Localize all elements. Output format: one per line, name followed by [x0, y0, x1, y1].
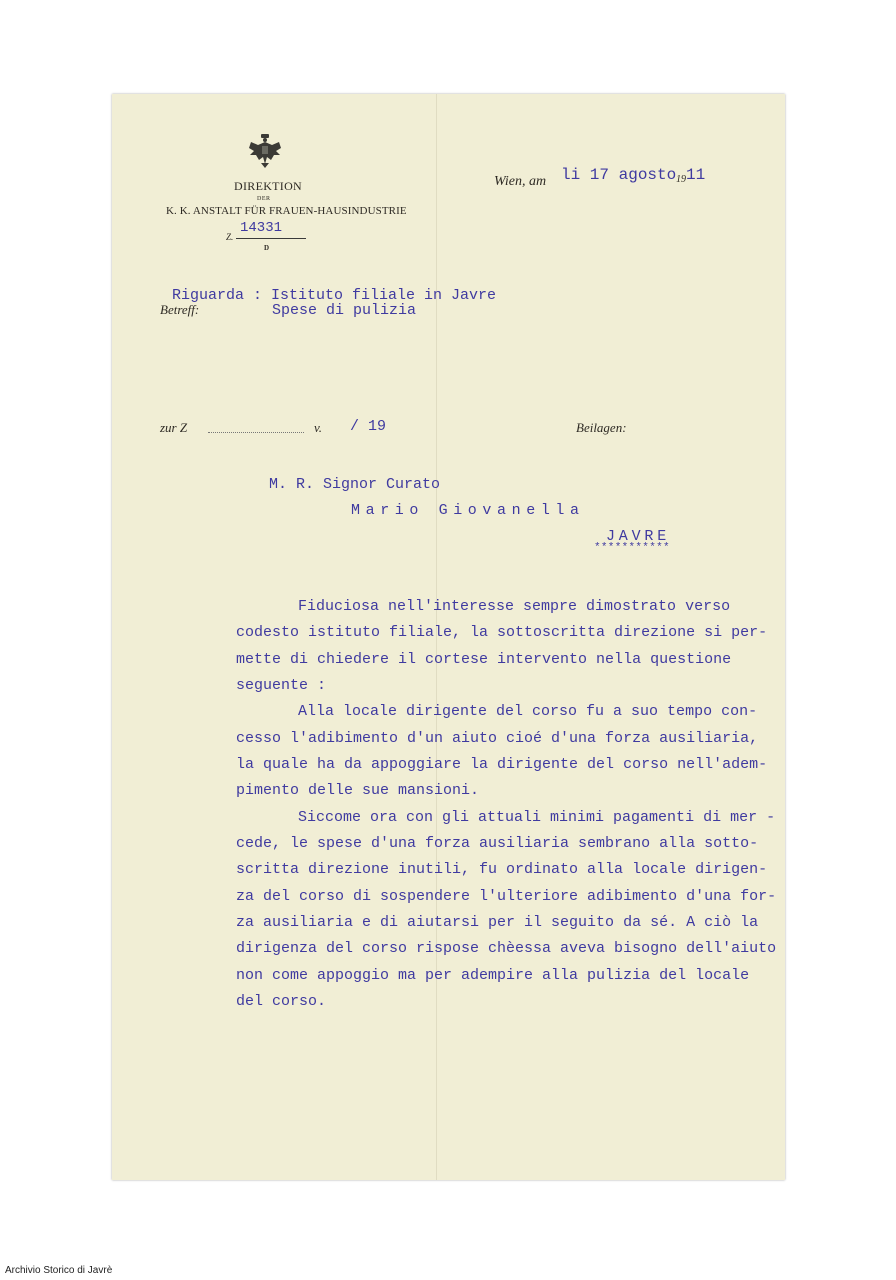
body-line: mette di chiedere il cortese intervento nella questione — [236, 650, 732, 668]
body-line: codesto istituto filiale, la sottoscritta direzione si per- — [236, 624, 768, 642]
body-line: cede, le spese d'una forza ausiliaria sembrano alla sotto- — [236, 835, 759, 853]
double-headed-eagle-icon — [248, 133, 282, 169]
letterhead-direktion: DIREKTION — [234, 179, 303, 193]
body-line: za del corso di sospendere l'ulteriore adibimento d'una for- — [236, 887, 777, 905]
body-line: dirigenza del corso rispose chèessa aveva bisogno dell'aiuto — [236, 940, 777, 958]
body-line: za ausiliaria e di aiutarsi per il seguito da sé. A ciò la — [236, 914, 759, 932]
date-year-suffix: 11 — [686, 166, 706, 184]
body-line: Fiduciosa nell'interesse sempre dimostrato verso — [298, 598, 731, 615]
protocol-number-suffix: D — [264, 244, 270, 252]
body-line: non come appoggio ma per adempire alla pulizia del locale — [236, 966, 750, 984]
letterhead-der: DER — [257, 196, 271, 202]
body-line: Siccome ora con gli attuali minimi pagamenti di mer - — [298, 808, 776, 826]
letter-body — [236, 594, 781, 1016]
body-line: la quale ha da appoggiare la dirigente del corso nell'adem- — [236, 756, 768, 774]
body-line: seguente : — [236, 677, 327, 695]
date-year-prefix: 19 — [676, 174, 686, 185]
body-line: del corso. — [236, 993, 327, 1011]
recipient-town: JAVRE — [606, 528, 671, 545]
subject-line-2: Spese di pulizia — [272, 302, 417, 319]
protocol-number: 14331 — [240, 220, 283, 236]
subject-line-1: Riguarda : Istituto filiale in Javre — [172, 287, 497, 304]
body-line: scritta direzione inutili, fu ordinato alla locale dirigen- — [236, 861, 768, 879]
date-day-month: li 17 agosto — [561, 166, 677, 184]
letterhead-institution: K. K. ANSTALT FÜR FRAUEN-HAUSINDUSTRIE — [166, 205, 407, 217]
reference-v-label: v. — [314, 420, 323, 435]
protocol-number-rule — [236, 238, 306, 239]
attachments-label: Beilagen: — [576, 420, 627, 435]
date-place-label: Wien, am — [494, 174, 547, 189]
archive-credit: Archivio Storico di Javrè — [5, 1265, 113, 1276]
reference-v-value: / 19 — [350, 418, 387, 435]
subject-label: Betreff: — [160, 302, 200, 317]
protocol-number-label: Z. — [226, 232, 234, 242]
body-line: cesso l'adibimento d'un aiuto cioé d'una forza ausiliaria, — [236, 729, 759, 747]
body-line: Alla locale dirigente del corso fu a suo tempo con- — [298, 703, 758, 721]
reference-zur-label: zur Z — [160, 420, 188, 435]
recipient-title: M. R. Signor Curato — [269, 476, 441, 493]
body-line: pimento delle sue mansioni. — [236, 782, 480, 800]
recipient-name: Mario Giovanella — [351, 502, 585, 519]
reference-dotted-line — [208, 432, 304, 433]
recipient-town-underline: *********** — [594, 542, 670, 554]
